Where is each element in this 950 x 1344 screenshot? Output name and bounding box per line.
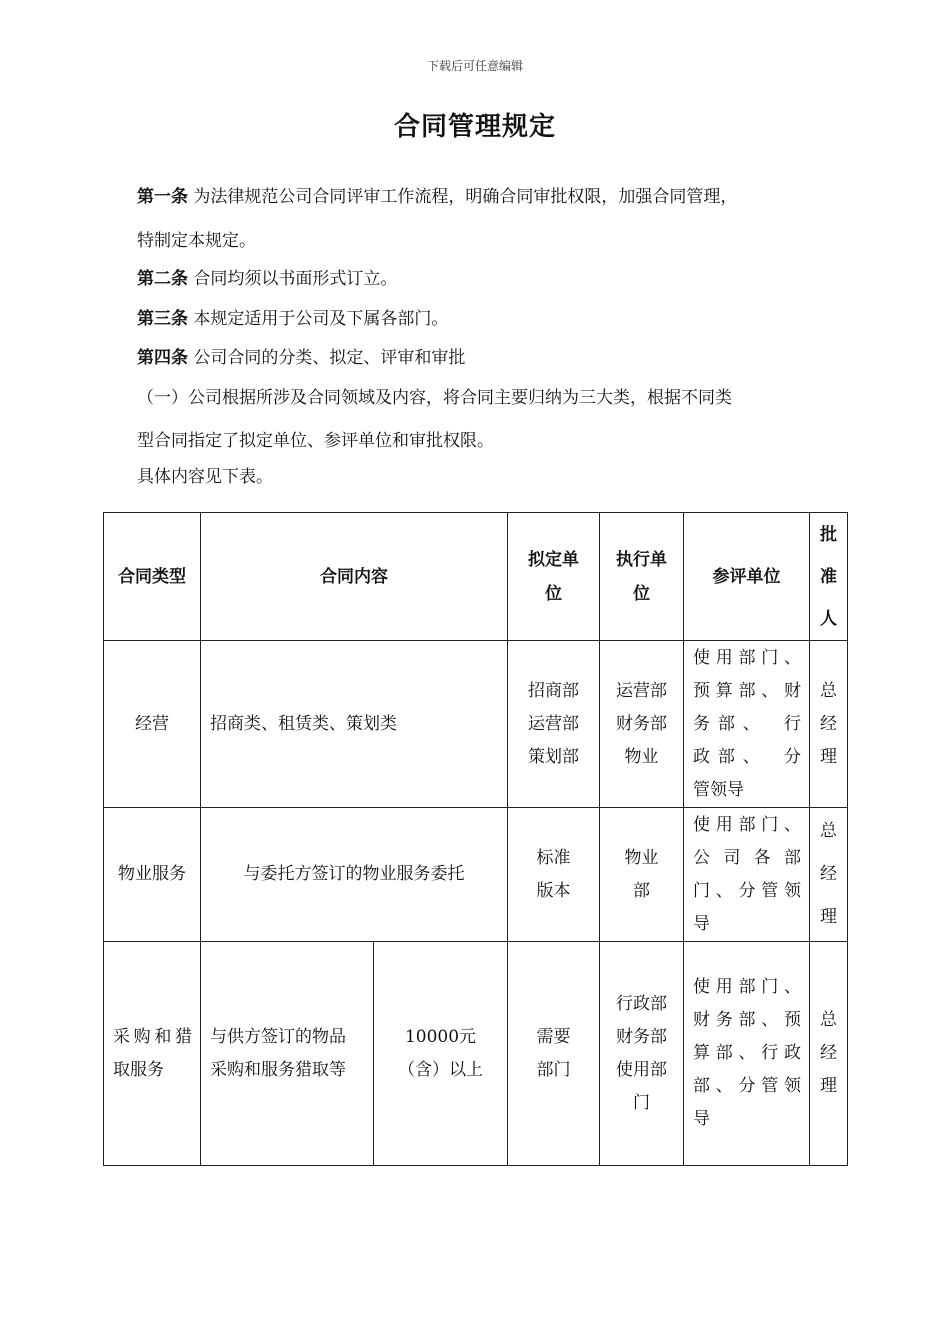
row-2-approver-char: 经 xyxy=(820,864,837,884)
header-approver xyxy=(810,513,848,641)
article-1-text: 为法律规范公司合同评审工作流程，明确合同审批权限，加强合同管理， xyxy=(193,187,738,207)
row-3-drafter-line: 需要 xyxy=(536,1026,571,1047)
header-drafter xyxy=(508,513,600,641)
header-drafter-line-2: 位 xyxy=(545,583,562,604)
header-approver-line-2: 准 xyxy=(820,566,837,587)
row-1-reviewers-line: 使用部门、 xyxy=(693,647,801,668)
row-2-content: 与委托方签订的物业服务委托 xyxy=(201,808,508,942)
row-3-drafter-line: 部门 xyxy=(536,1059,571,1080)
row-3-reviewers-line: 财务部、预 xyxy=(693,1010,801,1030)
row-2-reviewers xyxy=(684,808,810,942)
article-3-text: 本规定适用于公司及下属各部门。 xyxy=(193,309,449,329)
table-header-row xyxy=(104,513,848,641)
article-3 xyxy=(137,308,448,330)
row-3-type-line: 采购和猎 xyxy=(113,1026,192,1047)
row-1-approver-char: 理 xyxy=(820,746,837,767)
header-reviewers: 参评单位 xyxy=(684,513,810,641)
row-3-approver-char: 总 xyxy=(820,1010,837,1030)
row-1-executor-line: 运营部 xyxy=(616,680,667,701)
row-2-executor xyxy=(600,808,684,942)
article-2-text: 合同均须以书面形式订立。 xyxy=(193,269,398,289)
article-4-text: 公司合同的分类、拟定、评审和审批 xyxy=(193,348,466,368)
row-2-type: 物业服务 xyxy=(104,808,201,942)
row-1-content: 招商类、租赁类、策划类 xyxy=(201,641,508,808)
row-2-reviewers-line: 使用部门、 xyxy=(693,814,801,835)
article-1 xyxy=(137,186,737,208)
row-3-approver-char: 经 xyxy=(820,1043,837,1063)
row-3-content-line: 采购和服务猎取等 xyxy=(210,1059,346,1080)
row-2-drafter-line: 版本 xyxy=(536,880,571,901)
row-3-approver-char: 理 xyxy=(820,1076,837,1096)
row-1-approver xyxy=(810,641,848,808)
row-1-type: 经营 xyxy=(104,641,201,808)
row-1-reviewers xyxy=(684,641,810,808)
row-3-executor xyxy=(600,942,684,1166)
header-content: 合同内容 xyxy=(201,513,508,641)
header-approver-line-1: 批 xyxy=(820,524,837,545)
row-3-executor-line: 行政部 xyxy=(616,993,667,1014)
row-3-amount xyxy=(374,942,508,1166)
article-1-continuation: 特制定本规定。 xyxy=(137,231,256,251)
row-1-executor-line: 物业 xyxy=(624,746,659,767)
table-row xyxy=(104,942,848,1166)
row-3-amount-line: （含）以上 xyxy=(398,1059,483,1080)
row-1-executor xyxy=(600,641,684,808)
row-3-amount-line: 10000元 xyxy=(404,1026,477,1047)
row-1-approver-char: 总 xyxy=(820,680,837,701)
article-3-label: 第三条 xyxy=(137,309,188,329)
article-4-label: 第四条 xyxy=(137,348,188,368)
row-3-reviewers xyxy=(684,942,810,1166)
row-2-approver-char: 总 xyxy=(820,821,837,841)
row-3-type xyxy=(104,942,201,1166)
row-3-reviewers-line: 导 xyxy=(693,1109,710,1129)
row-3-approver xyxy=(810,942,848,1166)
row-1-executor-line: 财务部 xyxy=(616,713,667,734)
header-note: 下载后可任意编辑 xyxy=(426,59,523,73)
row-3-drafter xyxy=(508,942,600,1166)
row-1-reviewers-line: 政部、 分 xyxy=(693,746,801,767)
header-executor-line-2: 位 xyxy=(633,583,650,604)
header-type: 合同类型 xyxy=(104,513,201,641)
row-3-content xyxy=(201,942,374,1166)
header-drafter-line-1: 拟定单 xyxy=(528,549,579,570)
row-1-drafter-line: 招商部 xyxy=(528,680,579,701)
row-3-type-line: 取服务 xyxy=(113,1059,164,1080)
row-2-executor-line: 部 xyxy=(633,880,650,901)
row-1-drafter-line: 运营部 xyxy=(528,713,579,734)
header-executor xyxy=(600,513,684,641)
item-1-line-2: 型合同指定了拟定单位、参评单位和审批权限。 xyxy=(137,431,494,451)
table-row xyxy=(104,808,848,942)
row-2-reviewers-line: 导 xyxy=(693,913,710,934)
row-3-executor-line: 门 xyxy=(633,1092,650,1113)
document-title: 合同管理规定 xyxy=(393,112,556,142)
article-4 xyxy=(137,347,465,369)
row-2-approver-char: 理 xyxy=(820,907,837,927)
row-2-approver xyxy=(810,808,848,942)
row-2-drafter-line: 标准 xyxy=(536,847,571,868)
contract-table xyxy=(103,512,848,1166)
header-approver-line-3: 人 xyxy=(820,608,837,629)
row-2-reviewers-line: 公司各部 xyxy=(693,847,801,868)
article-2-label: 第二条 xyxy=(137,269,188,289)
row-1-reviewers-line: 预算部、财 xyxy=(693,680,801,701)
row-3-reviewers-line: 算部、行政 xyxy=(693,1043,801,1063)
article-1-label: 第一条 xyxy=(137,187,188,207)
row-3-executor-line: 使用部 xyxy=(616,1059,667,1080)
row-1-drafter-line: 策划部 xyxy=(528,746,579,767)
row-2-executor-line: 物业 xyxy=(624,847,659,868)
see-table-note: 具体内容见下表。 xyxy=(137,467,273,487)
row-1-reviewers-line: 务部、 行 xyxy=(693,713,801,734)
row-3-executor-line: 财务部 xyxy=(616,1026,667,1047)
row-2-drafter xyxy=(508,808,600,942)
item-1-line-1: （一）公司根据所涉及合同领域及内容，将合同主要归纳为三大类，根据不同类 xyxy=(137,388,732,408)
article-2 xyxy=(137,268,397,290)
table-row xyxy=(104,641,848,808)
row-3-reviewers-line: 部、分管领 xyxy=(693,1076,801,1096)
row-1-drafter xyxy=(508,641,600,808)
row-3-content-line: 与供方签订的物品 xyxy=(210,1026,346,1047)
header-executor-line-1: 执行单 xyxy=(616,549,667,570)
row-1-approver-char: 经 xyxy=(820,713,837,734)
row-1-reviewers-line: 管领导 xyxy=(693,779,744,800)
row-3-reviewers-line: 使用部门、 xyxy=(693,977,801,997)
row-2-reviewers-line: 门、分管领 xyxy=(693,880,801,901)
